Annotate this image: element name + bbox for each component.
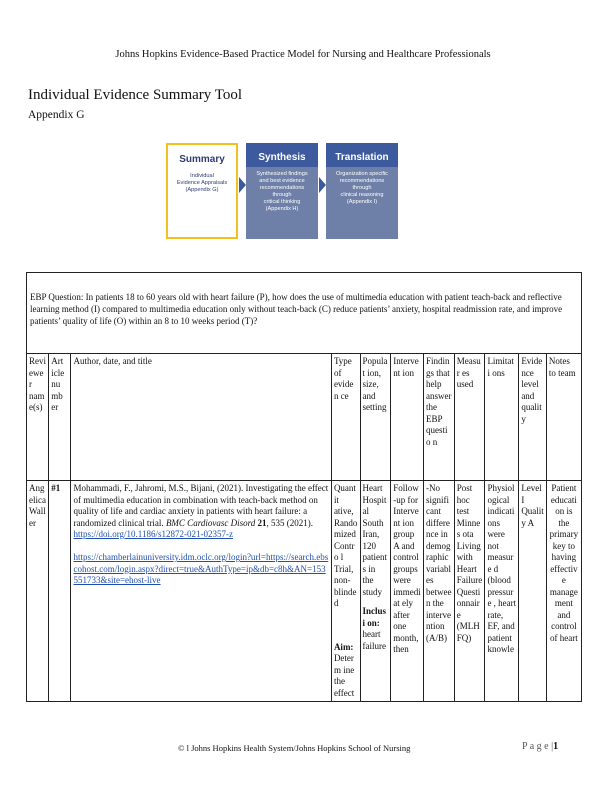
cell-evidence: Level I Qualit y A: [519, 481, 547, 702]
page-footer: © l Johns Hopkins Health System/Johns Hopkins School of Nursing: [178, 743, 411, 753]
flow-line: (Appendix I): [346, 199, 378, 205]
flow-line: clinical reasoning: [340, 192, 384, 198]
cell-author: [71, 481, 331, 702]
header-measures: Measur es used: [454, 354, 485, 481]
ebsco-link[interactable]: https://chamberlainuniversity.idm.oclc.org/login?url=https://search.ebscohost.com/login.aspx?direct=true&AuthType=ip&db=c8h&AN=153551733&site=ehost-live: [73, 552, 329, 585]
flow-line: Individual: [190, 173, 214, 179]
flow-line: Synthesized findings: [256, 171, 308, 177]
flow-line: recommendations: [259, 185, 305, 191]
appendix-label: Appendix G: [28, 109, 85, 121]
journal-name: BMC Cardiovasc Disord: [165, 517, 256, 528]
cell-limitations: Physiol ogical indicati ons were not measure d (blood pressure , heart rate, EF, and patient knowle: [485, 481, 519, 702]
header-type: Type of eviden ce: [331, 354, 360, 481]
header-limitations: Limitati ons: [485, 354, 519, 481]
flow-box-title: Synthesis: [246, 143, 318, 167]
table-row: [27, 481, 582, 702]
ebp-question: EBP Question: In patients 18 to 60 years old with heart failure (P), how does the use of multimedia education with patient teach-back and reflective learning method (I) compared to multimedia education only without teach-back (C) reduce patients’ anxiety, hospital readmission rate, and improve patients’ quality of life (O) within an 8 to 10 weeks period (T)?: [27, 273, 582, 354]
flow-line: Organization specific: [336, 171, 388, 177]
type-text: Quantit ative, Rando mized Contro l Trial, non-blinded: [333, 483, 358, 608]
header-author: Author, date, and title: [71, 354, 331, 481]
header-intervention: Intervent ion: [391, 354, 424, 481]
journal-volume: 21: [257, 517, 267, 528]
ebp-flow-diagram: [166, 143, 406, 239]
flow-box-title: Translation: [326, 143, 398, 167]
flow-line: critical thinking: [263, 199, 301, 205]
flow-line: through: [352, 185, 372, 191]
aim-text: Determ ine the effect: [333, 653, 355, 698]
page-number: [522, 741, 558, 752]
inclusion-label: Inclusi on:: [362, 606, 387, 628]
flow-line: and best evidence: [259, 178, 305, 184]
flow-line: (Appendix G): [185, 187, 219, 193]
cell-measures: Post hoc test Minnes ota Living with Heart Failure Questi onnaire (MLH FQ): [454, 481, 485, 702]
cell-findings: -No signifi cant differe nce in demog raphic variabl es betwee n the interve ntion (A/B): [424, 481, 455, 702]
flow-line: (Appendix H): [265, 206, 299, 212]
header-article: Art icle nu mb er: [49, 354, 71, 481]
flow-box-title: Summary: [179, 154, 225, 165]
header-population: Populat ion, size, and setting: [360, 354, 391, 481]
flow-line: Evidence Appraisals: [176, 180, 228, 186]
aim-label: Aim:: [333, 641, 354, 652]
document-title: Individual Evidence Summary Tool: [28, 87, 243, 103]
page-number-value: 1: [553, 741, 559, 752]
journal-pages: , 535 (2021).: [266, 517, 314, 528]
header-evidence: Evide nce level and qualit y: [519, 354, 547, 481]
inclusion-text: heart failure: [362, 629, 386, 651]
flow-box-translation: [326, 143, 398, 239]
header-findings: Findin gs that help answer the EBP questio n: [424, 354, 455, 481]
cell-reviewer: Ang elica Wall er: [27, 481, 49, 702]
flow-box-summary: [166, 143, 238, 239]
cell-population: [360, 481, 391, 702]
arrow-right-icon: [319, 177, 326, 193]
population-text: Heart Hospit al South Iran, 120 patient s in the study: [362, 483, 388, 597]
evidence-summary-table: [26, 272, 582, 702]
cell-intervention: Follow-up for Intervent ion group A and control groups were immediat ely after one month, then: [391, 481, 424, 702]
cell-article: #1: [49, 481, 71, 702]
arrow-right-icon: [239, 177, 246, 193]
doi-link[interactable]: https://doi.org/10.1186/s12872-021-02357-z: [73, 529, 233, 539]
cell-type: [331, 481, 360, 702]
running-header: Johns Hopkins Evidence-Based Practice Model for Nursing and Healthcare Professionals: [115, 49, 491, 60]
citation-text: Mohammadi, F., Jahromi, M.S., Bijani, (2021). Investigating the effect of multimedia education in combination with teach-back method on quality of life and cardiac anxiety in patients with heart failure: a randomized clinical trial.: [73, 483, 329, 528]
flow-box-synthesis: [246, 143, 318, 239]
header-notes: Notes to team: [546, 354, 581, 481]
cell-notes: Patient educati on is the primary key to having effectiv e manage ment and control of heart: [546, 481, 581, 702]
page-label: P a g e |: [522, 741, 554, 752]
header-reviewer: Revi ewe r nam e(s): [27, 354, 49, 481]
flow-line: through: [272, 192, 292, 198]
flow-line: recommendations: [339, 178, 385, 184]
